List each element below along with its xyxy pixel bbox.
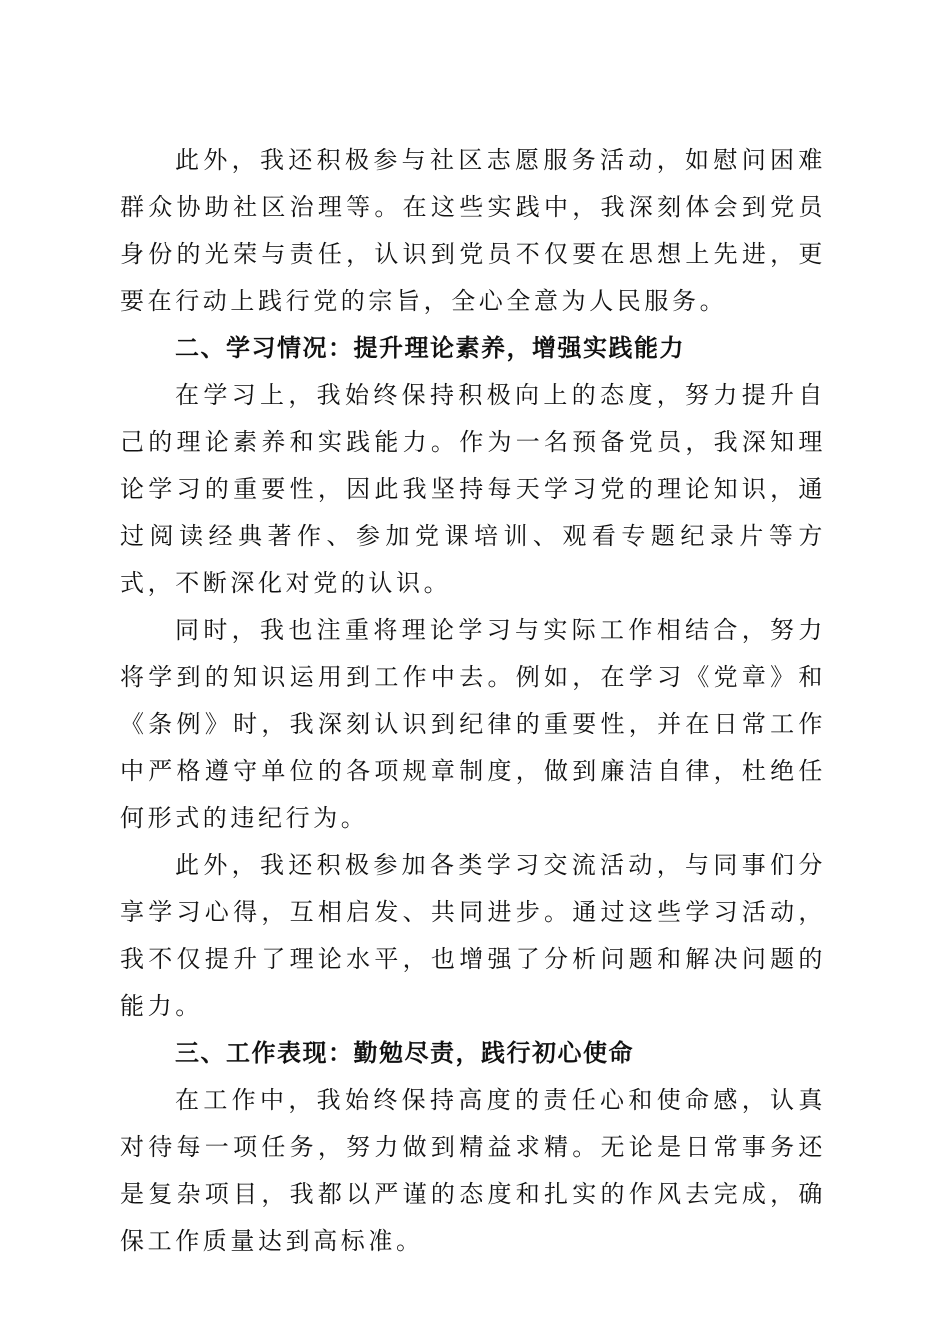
paragraph-work-responsibility: 在工作中，我始终保持高度的责任心和使命感，认真对待每一项任务，努力做到精益求精。无论是日常事务还是复杂项目，我都以严谨的态度和扎实的作风去完成，确保工作质量达到高标准。 [120, 1086, 826, 1255]
section-heading-work: 三、工作表现：勤勉尽责，践行初心使命 [175, 1039, 634, 1067]
document-body [120, 137, 826, 1265]
paragraph-learning-exchange: 此外，我还积极参加各类学习交流活动，与同事们分享学习心得，互相启发、共同进步。通过这些学习活动，我不仅提升了理论水平，也增强了分析问题和解决问题的能力。 [120, 851, 826, 1020]
paragraph-community-volunteering: 此外，我还积极参与社区志愿服务活动，如慰问困难群众协助社区治理等。在这些实践中，我深刻体会到党员身份的光荣与责任，认识到党员不仅要在思想上先进，更要在行动上践行党的宗旨，全心全意为人民服务。 [120, 146, 826, 315]
paragraph-study-attitude: 在学习上，我始终保持积极向上的态度，努力提升自己的理论素养和实践能力。作为一名预备党员，我深知理论学习的重要性，因此我坚持每天学习党的理论知识，通过阅读经典著作、参加党课培训、观看专题纪录片等方式，不断深化对党的认识。 [120, 381, 826, 597]
section-heading-study: 二、学习情况：提升理论素养，增强实践能力 [175, 334, 685, 362]
paragraph-theory-practice: 同时，我也注重将理论学习与实际工作相结合，努力将学到的知识运用到工作中去。例如，在学习《党章》和《条例》时，我深刻认识到纪律的重要性，并在日常工作中严格遵守单位的各项规章制度，做到廉洁自律，杜绝任何形式的违纪行为。 [120, 616, 826, 832]
